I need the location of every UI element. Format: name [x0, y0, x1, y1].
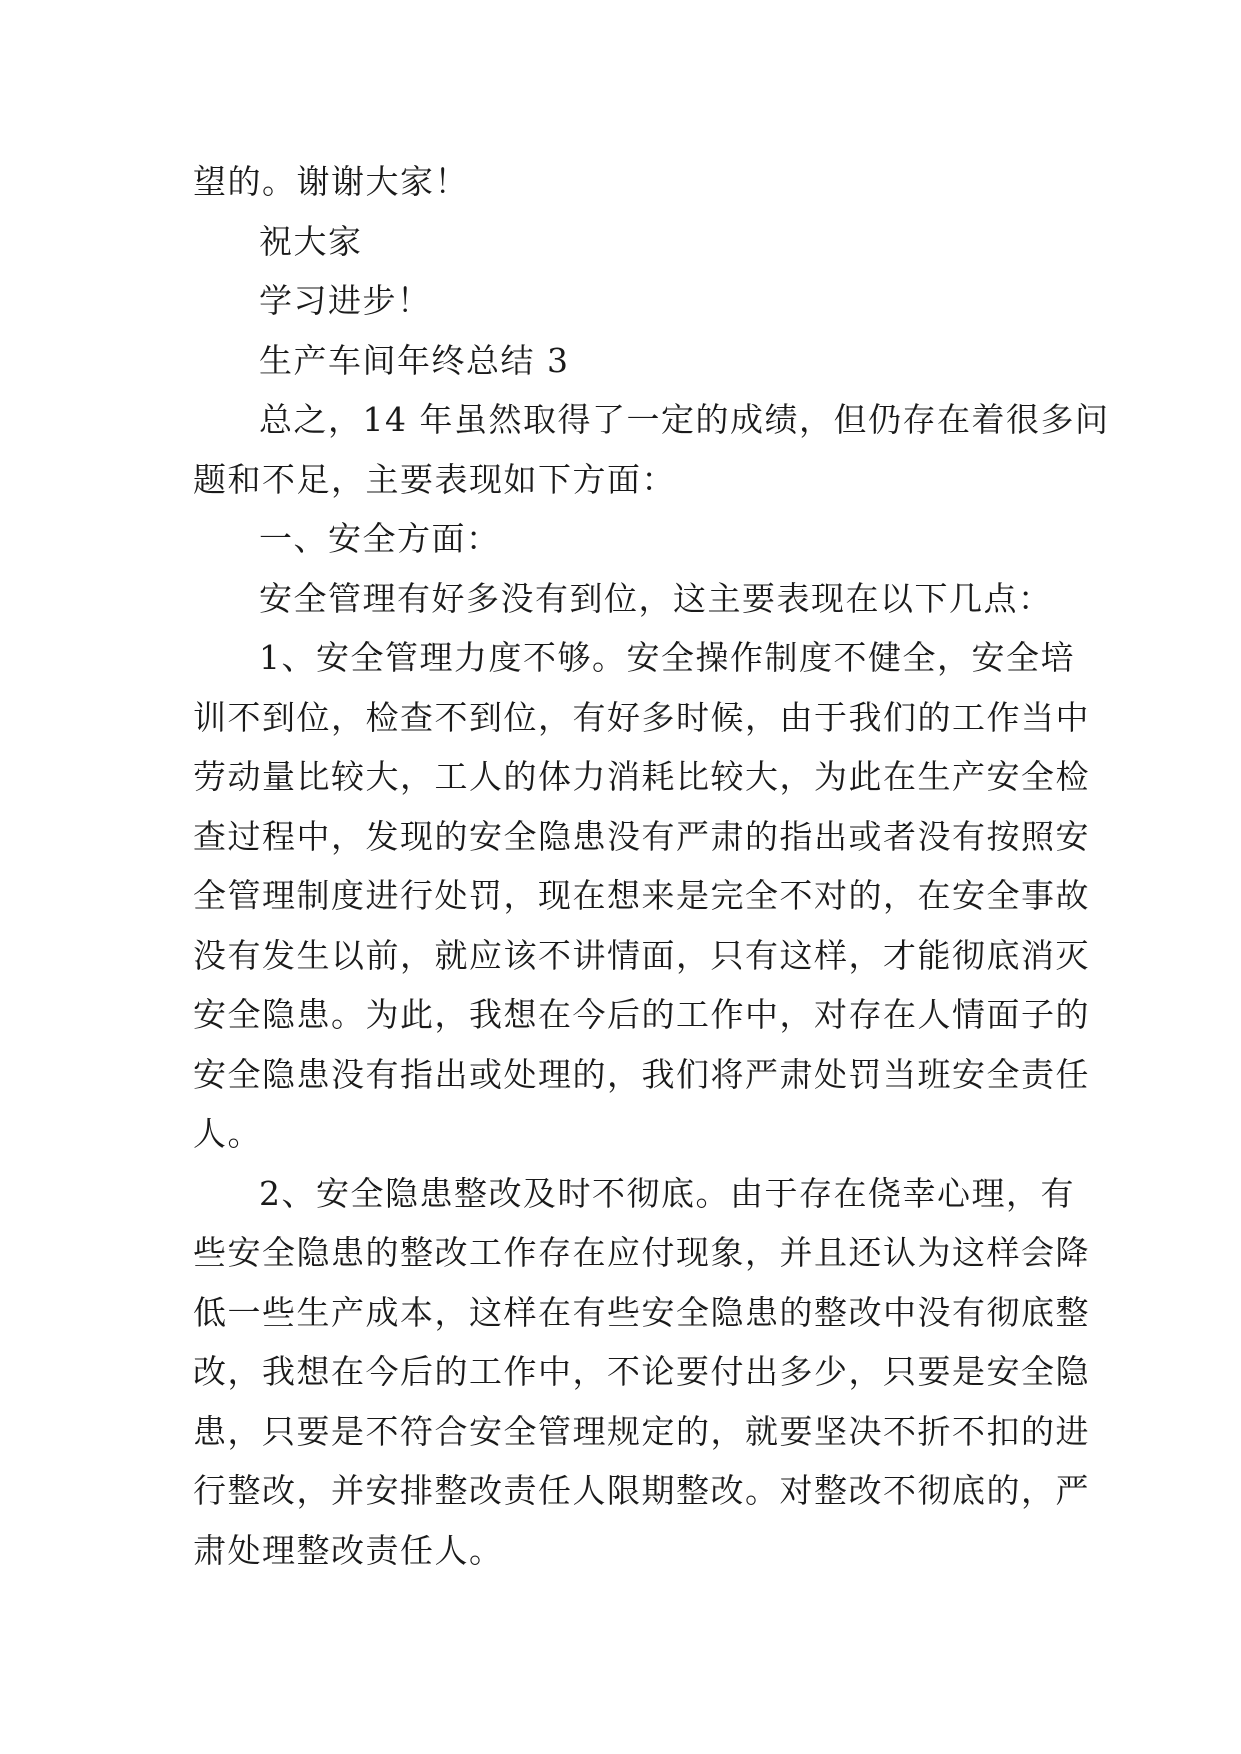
text-line: 没有发生以前，就应该不讲情面，只有这样，才能彻底消灭	[193, 935, 1090, 975]
text-line: 安全隐患。为此，我想在今后的工作中，对存在人情面子的	[193, 995, 1090, 1034]
text-line: 劳动量比较大，工人的体力消耗比较大，为此在生产安全检	[193, 757, 1090, 796]
text-line: 总之，14 年虽然取得了一定的成绩，但仍存在着很多问	[259, 400, 1110, 439]
text-line: 些安全隐患的整改工作存在应付现象，并且还认为这样会降	[193, 1233, 1090, 1272]
text-line: 肃处理整改责任人。	[193, 1530, 504, 1570]
section-heading: 生产车间年终总结 3	[259, 340, 570, 380]
text-line: 2、安全隐患整改及时不彻底。由于存在侥幸心理，有	[259, 1173, 1075, 1213]
text-line: 全管理制度进行处罚，现在想来是完全不对的，在安全事故	[193, 876, 1090, 915]
text-line: 查过程中，发现的安全隐患没有严肃的指出或者没有按照安	[193, 816, 1090, 856]
text-line: 安全管理有好多没有到位，这主要表现在以下几点：	[259, 578, 1053, 618]
text-line: 学习进步！	[259, 281, 432, 320]
text-line: 祝大家	[259, 221, 363, 261]
document-body	[193, 152, 1110, 1580]
text-line: 训不到位，检查不到位，有好多时候，由于我们的工作当中	[193, 697, 1090, 737]
text-line: 患，只要是不符合安全管理规定的，就要坚决不折不扣的进	[193, 1411, 1090, 1451]
text-line: 改，我想在今后的工作中，不论要付出多少，只要是安全隐	[193, 1352, 1090, 1391]
text-line: 安全隐患没有指出或处理的，我们将严肃处罚当班安全责任	[193, 1054, 1090, 1094]
text-line: 题和不足，主要表现如下方面：	[193, 459, 676, 499]
text-line: 望的。谢谢大家！	[193, 162, 469, 201]
text-line: 低一些生产成本，这样在有些安全隐患的整改中没有彻底整	[193, 1292, 1090, 1332]
subsection-heading: 一、安全方面：	[259, 519, 501, 558]
text-line: 行整改，并安排整改责任人限期整改。对整改不彻底的，严	[193, 1471, 1090, 1510]
text-line: 1、安全管理力度不够。安全操作制度不健全，安全培	[259, 638, 1075, 677]
text-line: 人。	[193, 1114, 262, 1153]
